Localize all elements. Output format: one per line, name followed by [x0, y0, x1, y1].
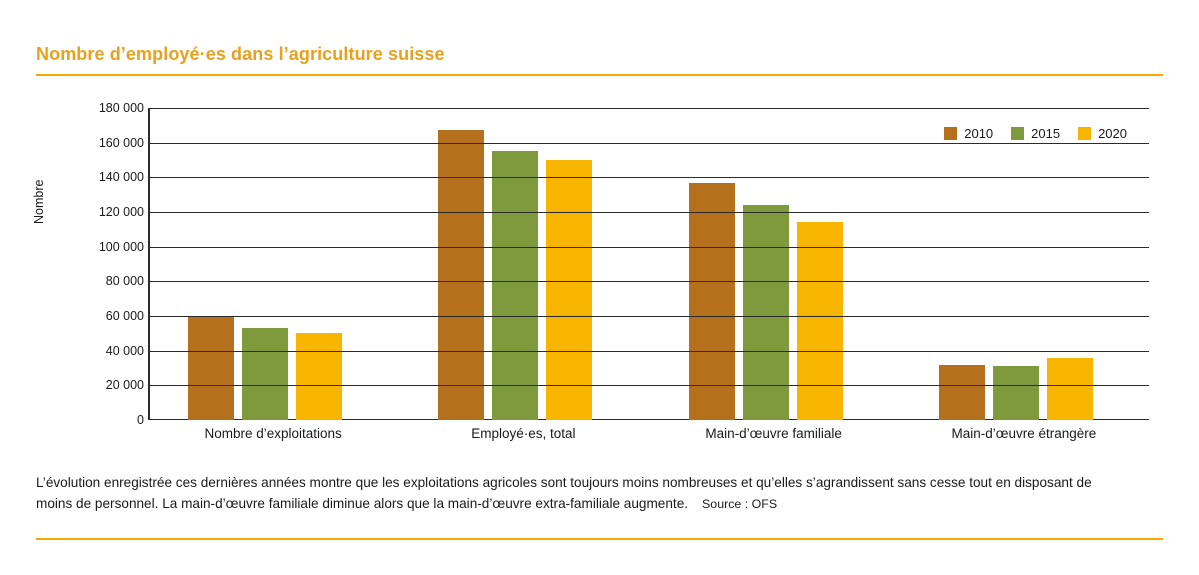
bar [546, 160, 592, 420]
legend-item[interactable] [1078, 126, 1127, 141]
caption-source: Source : OFS [702, 497, 778, 512]
bar [743, 205, 789, 420]
legend-label: 2010 [964, 126, 994, 141]
y-axis-tick-label: 140 000 [98, 170, 144, 185]
plot-area [98, 101, 1149, 427]
y-axis-tick-label: 40 000 [105, 343, 144, 358]
y-axis-tick-label: 100 000 [98, 239, 144, 254]
bar [296, 333, 342, 420]
gridline [148, 212, 1149, 213]
x-axis-labels [148, 426, 1149, 441]
bar [993, 366, 1039, 420]
y-axis-tick-label: 20 000 [105, 378, 144, 393]
x-axis-label: Main-d’œuvre familiale [705, 426, 842, 441]
bar [939, 365, 985, 420]
y-axis-tick-label: 80 000 [105, 274, 144, 289]
bar-group [649, 108, 899, 420]
legend-swatch-icon [1078, 127, 1091, 140]
y-axis-tick-label: 160 000 [98, 135, 144, 150]
legend-label: 2015 [1031, 126, 1061, 141]
gridline [148, 247, 1149, 248]
chart-legend [944, 126, 1127, 141]
bar-group [899, 108, 1149, 420]
legend-swatch-icon [944, 127, 957, 140]
gridline [148, 108, 1149, 109]
bar [438, 130, 484, 420]
title-divider [36, 74, 1163, 76]
x-axis-label: Nombre d’exploitations [204, 426, 342, 441]
bar [188, 316, 234, 420]
bar-group-inner [939, 358, 1093, 420]
bar-group-inner [188, 316, 342, 420]
bottom-divider [36, 538, 1163, 540]
bar-groups [148, 108, 1149, 420]
bar [1047, 358, 1093, 420]
x-axis-label: Employé·es, total [471, 426, 576, 441]
y-axis-tick-label: 60 000 [105, 309, 144, 323]
x-axis-label: Main-d’œuvre étrangère [951, 426, 1097, 441]
bar [492, 151, 538, 420]
legend-item[interactable] [1011, 126, 1060, 141]
y-axis-tick-label: 180 000 [98, 101, 144, 115]
gridline [148, 281, 1149, 282]
bar-group [398, 108, 648, 420]
gridline [148, 385, 1149, 386]
legend-swatch-icon [1011, 127, 1024, 140]
bar [242, 328, 288, 420]
gridline [148, 316, 1149, 317]
bar [797, 222, 843, 420]
gridline [148, 351, 1149, 352]
legend-item[interactable] [944, 126, 993, 141]
y-axis-tick-label: 0 [137, 413, 144, 427]
bar-group-inner [438, 130, 592, 420]
y-axis-title: Nombre [32, 179, 46, 224]
caption-text: L’évolution enregistrée ces dernières années montre que les exploitations agricoles sont toujours moins nombreuses et qu’elles s’agrandissent sans cesse tout en disposant de moins de personnel. La main-d’œuvre familiale diminue alors que la main-d’œuvre extra-familiale augmente. [36, 475, 1092, 512]
bar-group [148, 108, 398, 420]
gridline [148, 177, 1149, 178]
page-title: Nombre d’employé·es dans l’agriculture suisse [36, 44, 445, 64]
caption [36, 472, 1108, 514]
chart-container [32, 96, 1163, 446]
legend-label: 2020 [1098, 126, 1127, 141]
gridline [148, 143, 1149, 144]
y-axis-tick-label: 120 000 [98, 205, 144, 219]
